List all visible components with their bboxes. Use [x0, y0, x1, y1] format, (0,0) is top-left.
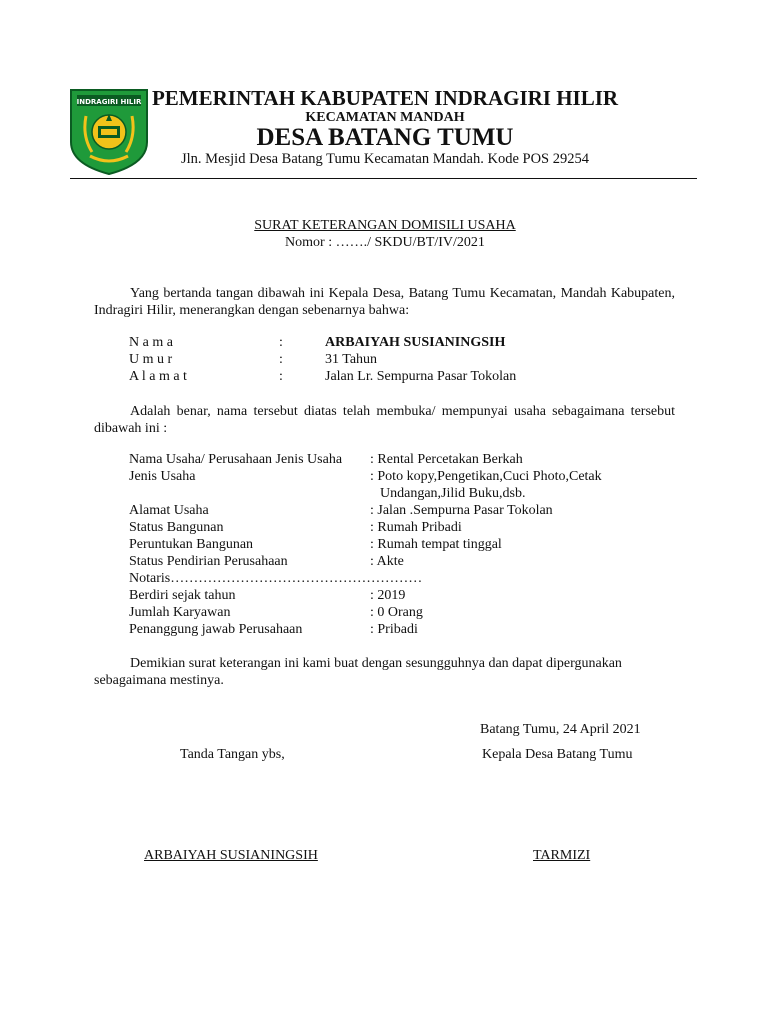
employee-count-label: Jumlah Karyawan: [129, 605, 231, 620]
person-name-value: ARBAIYAH SUSIANINGSIH: [325, 335, 506, 350]
business-type-value-continued: Undangan,Jilid Buku,dsb.: [380, 486, 526, 501]
building-use-value: : Rumah tempat tinggal: [370, 537, 502, 552]
statement-paragraph: Adalah benar, nama tersebut diatas telah membuka/ mempunyai usaha sebagaimana tersebut dibawah ini :: [94, 404, 675, 436]
letterhead-regency: PEMERINTAH KABUPATEN INDRAGIRI HILIR: [151, 86, 619, 110]
building-status-label: Status Bangunan: [129, 520, 224, 535]
person-name-sep: :: [279, 335, 283, 350]
letterhead-divider: [70, 178, 697, 179]
person-in-charge-label: Penanggung jawab Perusahaan: [129, 622, 303, 637]
person-address-value: Jalan Lr. Sempurna Pasar Tokolan: [325, 369, 517, 384]
business-type-label: Jenis Usaha: [129, 469, 196, 484]
building-use-label: Peruntukan Bangunan: [129, 537, 254, 552]
person-in-charge-value: : Pribadi: [370, 622, 418, 637]
business-type-value: : Poto kopy,Pengetikan,Cuci Photo,Cetak: [370, 469, 602, 484]
letterhead-village: DESA BATANG TUMU: [256, 124, 514, 151]
village-head-name-signature: TARMIZI: [533, 848, 591, 863]
village-head-caption: Kepala Desa Batang Tumu: [482, 747, 633, 762]
person-name-label: N a m a: [129, 335, 173, 350]
establishment-status-value: : Akte: [370, 554, 404, 569]
letterhead-address: Jln. Mesjid Desa Batang Tumu Kecamatan Mandah. Kode POS 29254: [181, 151, 589, 167]
building-status-value: : Rumah Pribadi: [370, 520, 462, 535]
intro-paragraph: Yang bertanda tangan dibawah ini Kepala Desa, Batang Tumu Kecamatan, Mandah Kabupaten, Indragiri Hilir, menerangkan dengan sebenarnya bahwa:: [94, 286, 675, 318]
closing-paragraph: Demikian surat keterangan ini kami buat dengan sesungguhnya dan dapat dipergunakan sebagaimana mestinya.: [94, 656, 622, 688]
business-name-label: Nama Usaha/ Perusahaan Jenis Usaha: [129, 452, 343, 467]
employee-count-value: : 0 Orang: [370, 605, 423, 620]
person-age-value: 31 Tahun: [325, 352, 378, 367]
person-age-sep: :: [279, 352, 283, 367]
business-address-value: : Jalan .Sempurna Pasar Tokolan: [370, 503, 553, 518]
business-name-value: : Rental Percetakan Berkah: [370, 452, 523, 467]
emblem-text: INDRAGIRI HILIR: [76, 98, 142, 106]
letter-title: SURAT KETERANGAN DOMISILI USAHA: [254, 218, 516, 233]
person-address-sep: :: [279, 369, 283, 384]
person-age-label: U m u r: [129, 352, 173, 367]
applicant-name-signature: ARBAIYAH SUSIANINGSIH: [144, 848, 318, 863]
applicant-signature-caption: Tanda Tangan ybs,: [180, 747, 285, 762]
founded-year-value: : 2019: [370, 588, 406, 603]
person-address-label: A l a m a t: [129, 369, 187, 384]
business-address-label: Alamat Usaha: [129, 503, 209, 518]
founded-year-label: Berdiri sejak tahun: [129, 588, 236, 603]
letter-number: Nomor : ……./ SKDU/BT/IV/2021: [285, 235, 485, 250]
establishment-status-label: Status Pendirian Perusahaan: [129, 554, 288, 569]
place-date: Batang Tumu, 24 April 2021: [480, 722, 641, 737]
regency-emblem-icon: [68, 86, 150, 176]
letterhead-district: KECAMATAN MANDAH: [305, 110, 465, 125]
notary-label: Notaris………………………………………………: [129, 571, 423, 586]
